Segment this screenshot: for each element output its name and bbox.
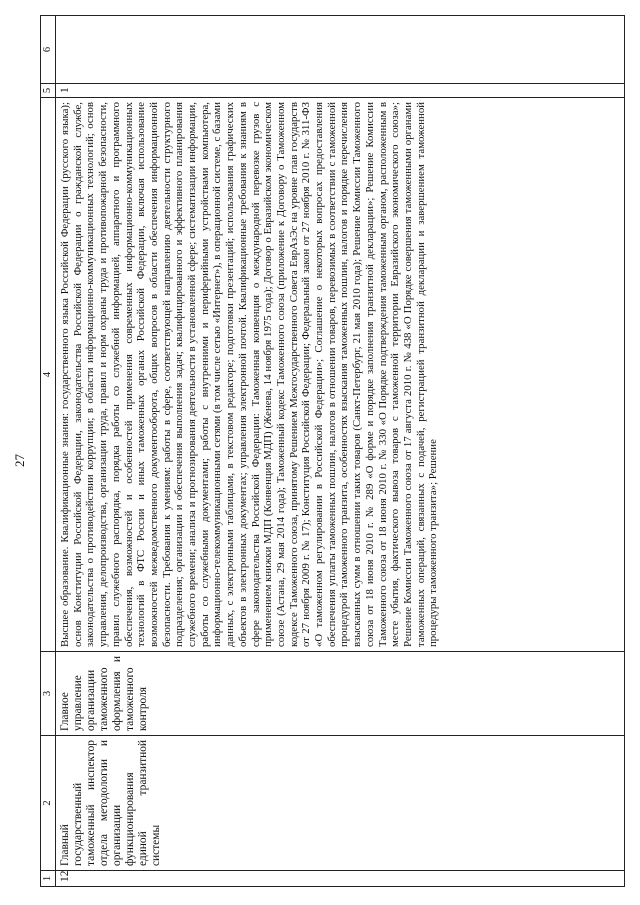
- column-6-value: [56, 16, 625, 84]
- header-col-6: 6: [41, 16, 56, 84]
- position-title: Главный государственный таможенный инспектор отдела методологии и организации функционирования единой транзитной системы: [56, 736, 625, 871]
- page-number: 27: [12, 454, 27, 467]
- positions-table: [40, 15, 625, 887]
- table-header-row: [41, 16, 56, 887]
- header-col-1: 1: [41, 871, 56, 887]
- header-col-5: 5: [41, 84, 56, 98]
- column-5-value: 1: [56, 84, 625, 98]
- table-row: [56, 16, 625, 887]
- department-name: Главное управление организации таможенного оформления и таможенного контроля: [56, 652, 625, 736]
- header-col-4: 4: [41, 98, 56, 652]
- header-col-2: 2: [41, 736, 56, 871]
- header-col-3: 3: [41, 652, 56, 736]
- qualification-requirements: Высшее образование. Квалификационные знания: государственного языка Российской Федерации (русского языка); основ Конституции Российской Федерации, законодательства Российской Федерации о гражданской службе, законодательства о противодействии коррупции; в области информационно-коммуникационных технологий; основ управления, делопроизводства, организации труда, правил и норм охраны труда и противопожарной безопасности, правил служебного распорядка, порядка работы со служебной информацией, аппаратного и программного обеспечения, возможностей и особенностей применения современных информационно-коммуникационных технологий в ФТС России и иных таможенных органах Российской Федерации, включая использование возможностей межведомственного документооборота, общих вопросов в области обеспечения информационной безопасности. Требования к умениям: работы в сфере, соответствующей направлению деятельности структурного подразделения; организации и обеспечения выполнения задач; квалифицированного и эффективного планирования служебного времени; анализа и прогнозирования деятельности в установленной сфере; систематизации информации, работы со служебными документами; работы с внутренними и периферийными устройствами компьютера, информационно-телекоммуникационными сетями (в том числе сетью «Интернет»), в операционной системе, с базами данных, с электронными таблицами, в текстовом редакторе; подготовки презентаций; использования графических объектов в электронных документах; управления электронной почтой. Квалификационные требования к знаниям в сфере законодательства Российской Федерации: Таможенная конвенция о международной перевозке грузов с применением книжки МДП (Конвенция МДП) (Женева, 14 ноября 1975 года); Договор о Евразийском экономическом союзе (Астана, 29 мая 2014 года); Таможенный кодекс Таможенного союза (приложение к Договору о Таможенном кодексе Таможенного союза, принятому Решением Межгосударственного Совета ЕврАзЭс на уровне глав государств от 27 ноября 2009 г. № 17); Конституция Российской Федерации; Федеральный закон от 27 ноября 2010 г. № 311-ФЗ «О таможенном регулировании в Российской Федерации»; Соглашение о некоторых вопросах предоставления обеспечения уплаты таможенных пошлин, налогов в отношении товаров, перевозимых в соответствии с таможенной процедурой таможенного транзита, особенностях взыскания таможенных пошлин, налогов и порядке перечисления взысканных сумм в отношении таких товаров (Санкт-Петербург, 21 мая 2010 года); Решение Комиссии Таможенного союза от 18 июня 2010 г. № 289 «О форме и порядке заполнения транзитной декларации»; Решение Комиссии Таможенного союза от 18 июня 2010 г. № 330 «О Порядке подтверждения таможенным органом, расположенным в месте убытия, фактического вывоза товаров с таможенной территории Евразийского экономического союза»; Решение Комиссии Таможенного союза от 17 августа 2010 г. № 438 «О Порядке совершения таможенными органами таможенных операций, связанных с подачей, регистрацией транзитной декларации и завершением таможенной процедуры таможенного транзита»; Решение: [56, 98, 625, 652]
- row-number: 12: [56, 871, 625, 887]
